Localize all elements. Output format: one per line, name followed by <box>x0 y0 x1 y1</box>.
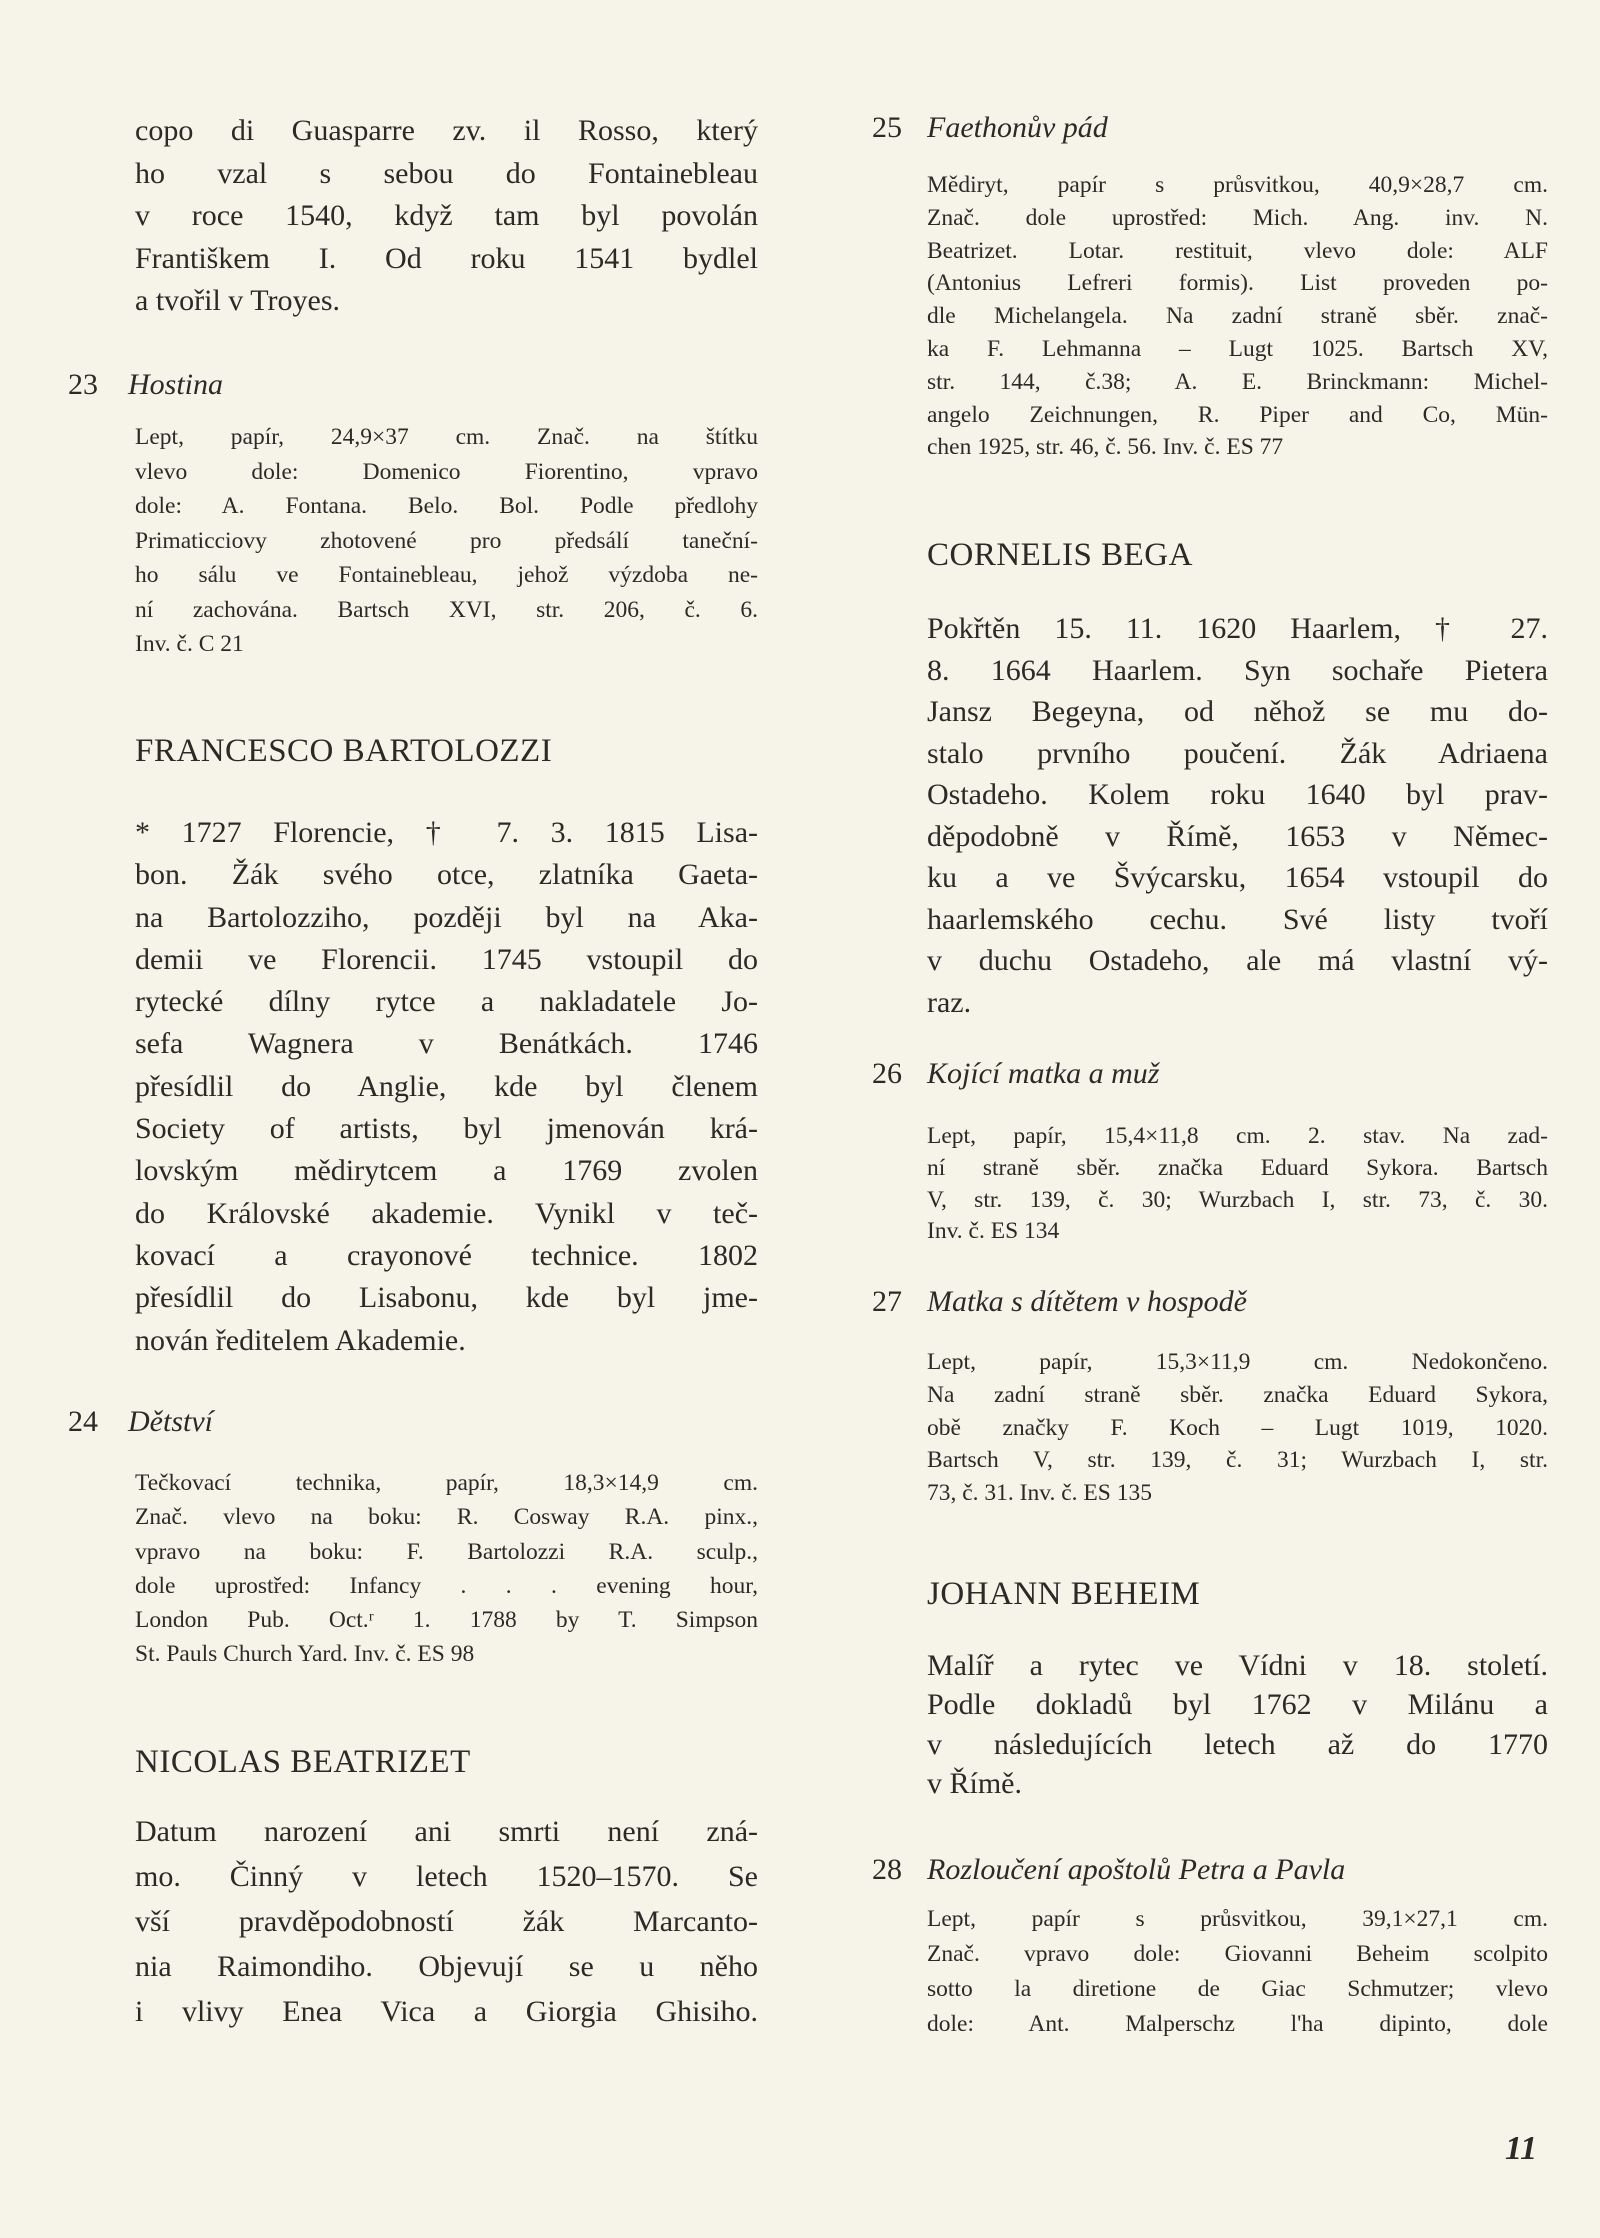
text-line: do Královské akademie. Vynikl v teč- <box>135 1196 758 1230</box>
text-line: rytecké dílny rytce a nakladatele Jo- <box>135 985 758 1019</box>
text-line: Tečkovací technika, papír, 18,3×14,9 cm. <box>135 1470 758 1496</box>
artist-name: FRANCESCO BARTOLOZZI <box>135 733 553 769</box>
text-line: dole uprostřed: Infancy . . . evening hour, <box>135 1572 758 1599</box>
artist-biography <box>927 608 1548 1023</box>
text-line: dole: Ant. Malperschz l'ha dipinto, dole <box>927 2011 1548 2037</box>
item-description <box>927 1902 1548 2042</box>
text-line: ho sálu ve Fontainebleau, jehož výzdoba ne- <box>135 562 758 588</box>
text-line: angelo Zeichnungen, R. Piper and Co, Mün- <box>927 401 1548 428</box>
text-line: ní zachována. Bartsch XVI, str. 206, č. 6. <box>135 596 758 623</box>
text-line: Beatrizet. Lotar. restituit, vlevo dole: ALF <box>927 237 1548 264</box>
item-number: 25 <box>872 111 902 144</box>
text-line: ka F. Lehmanna – Lugt 1025. Bartsch XV, <box>927 335 1548 362</box>
text-line: ku a ve Švýcarsku, 1654 vstoupil do <box>927 861 1548 894</box>
item-title: Rozloučení apoštolů Petra a Pavla <box>927 1853 1346 1886</box>
text-line: Podle dokladů byl 1762 v Milánu a <box>927 1688 1548 1722</box>
text-line: Františkem I. Od roku 1541 bydlel <box>135 241 758 275</box>
text-line: sotto la diretione de Giac Schmutzer; vlevo <box>927 1976 1548 2002</box>
text-line: str. 144, č.38; A. E. Brinckmann: Michel- <box>927 368 1548 395</box>
item-number: 27 <box>872 1285 902 1318</box>
text-line: haarlemského cechu. Své listy tvoří <box>927 902 1548 936</box>
text-line: St. Pauls Church Yard. Inv. č. ES 98 <box>135 1641 475 1668</box>
text-line: bon. Žák svého otce, zlatníka Gaeta- <box>135 858 758 892</box>
text-line: přesídlil do Lisabonu, kde byl jme- <box>135 1281 758 1315</box>
text-line: nován ředitelem Akademie. <box>135 1323 466 1357</box>
text-line: ho vzal s sebou do Fontainebleau <box>135 156 758 190</box>
text-line: dle Michelangela. Na zadní straně sběr. znač- <box>927 303 1548 330</box>
item-description <box>927 169 1548 464</box>
text-line: Malíř a rytec ve Vídni v 18. století. <box>927 1649 1548 1682</box>
item-title: Dětství <box>128 1405 213 1438</box>
item-description <box>927 1346 1548 1510</box>
artist-name: CORNELIS BEGA <box>927 537 1193 573</box>
text-line: Na zadní straně sběr. značka Eduard Sykora, <box>927 1381 1548 1408</box>
text-line: Znač. vlevo na boku: R. Cosway R.A. pinx., <box>135 1504 758 1531</box>
item-title: Kojící matka a muž <box>927 1057 1160 1090</box>
text-line: 73, č. 31. Inv. č. ES 135 <box>927 1480 1152 1507</box>
text-line: Lept, papír, 24,9×37 cm. Znač. na štítku <box>135 424 758 450</box>
text-line: (Antonius Lefreri formis). List proveden po- <box>927 270 1548 297</box>
text-line: v roce 1540, když tam byl povolán <box>135 199 758 232</box>
text-line: vpravo na boku: F. Bartolozzi R.A. sculp., <box>135 1538 758 1565</box>
item-description <box>135 420 758 662</box>
text-line: Pokřtěn 15. 11. 1620 Haarlem, † 27. <box>927 612 1548 645</box>
text-line: sefa Wagnera v Benátkách. 1746 <box>135 1027 758 1061</box>
text-line: Mědiryt, papír s průsvitkou, 40,9×28,7 cm. <box>927 172 1548 198</box>
text-line: vší pravděpodobností žák Marcanto- <box>135 1905 758 1938</box>
item-title: Hostina <box>128 368 224 401</box>
text-line: Znač. dole uprostřed: Mich. Ang. inv. N. <box>927 204 1548 231</box>
intro-paragraph <box>135 110 758 323</box>
text-line: Znač. vpravo dole: Giovanni Beheim scolpito <box>927 1941 1548 1967</box>
text-line: ní straně sběr. značka Eduard Sykora. Bartsch <box>927 1154 1548 1181</box>
text-line: Bartsch V, str. 139, č. 31; Wurzbach I, str. <box>927 1447 1548 1474</box>
text-line: v duchu Ostadeho, ale má vlastní vý- <box>927 944 1548 977</box>
text-line: chen 1925, str. 46, č. 56. Inv. č. ES 77 <box>927 434 1284 461</box>
item-number: 24 <box>68 1405 98 1438</box>
text-line: děpodobně v Římě, 1653 v Němec- <box>927 819 1548 853</box>
text-line: Datum narození ani smrti není zná- <box>135 1815 758 1848</box>
item-title: Faethonův pád <box>927 111 1108 144</box>
text-line: demii ve Florencii. 1745 vstoupil do <box>135 942 758 976</box>
text-line: Society of artists, byl jmenován krá- <box>135 1112 758 1146</box>
text-line: copo di Guasparre zv. il Rosso, který <box>135 114 758 147</box>
artist-name: JOHANN BEHEIM <box>927 1576 1201 1612</box>
item-description <box>927 1121 1548 1248</box>
item-description <box>135 1466 758 1672</box>
artist-biography <box>135 1809 758 2034</box>
item-number: 23 <box>68 368 98 401</box>
text-line: mo. Činný v letech 1520–1570. Se <box>135 1860 758 1893</box>
text-line: Jansz Begeyna, od něhož se mu do- <box>927 695 1548 728</box>
page-number: 11 <box>1505 2130 1538 2167</box>
artist-biography <box>135 812 758 1362</box>
item-number: 26 <box>872 1057 902 1090</box>
text-line: Lept, papír, 15,4×11,8 cm. 2. stav. Na zad- <box>927 1123 1548 1149</box>
text-line: Primaticciovy zhotovené pro předsálí taneční- <box>135 527 758 554</box>
artist-name: NICOLAS BEATRIZET <box>135 1744 471 1780</box>
text-line: nia Raimondiho. Objevují se u něho <box>135 1950 758 1983</box>
text-line: a tvořil v Troyes. <box>135 284 341 317</box>
text-line: * 1727 Florencie, † 7. 3. 1815 Lisa- <box>135 816 758 849</box>
text-line: kovací a crayonové technice. 1802 <box>135 1238 758 1272</box>
text-line: dole: A. Fontana. Belo. Bol. Podle předlohy <box>135 493 758 519</box>
text-line: raz. <box>927 985 972 1019</box>
text-line: na Bartolozziho, později byl na Aka- <box>135 900 758 934</box>
text-line: Inv. č. C 21 <box>135 631 244 657</box>
text-line: v následujících letech až do 1770 <box>927 1727 1548 1761</box>
text-line: lovským mědirytcem a 1769 zvolen <box>135 1154 758 1188</box>
text-line: obě značky F. Koch – Lugt 1019, 1020. <box>927 1414 1548 1441</box>
text-line: stalo prvního poučení. Žák Adriaena <box>927 736 1548 770</box>
item-title: Matka s dítětem v hospodě <box>927 1285 1247 1318</box>
text-line: Ostadeho. Kolem roku 1640 byl prav- <box>927 778 1548 811</box>
text-line: v Římě. <box>927 1767 1022 1801</box>
item-number: 28 <box>872 1853 902 1886</box>
text-line: přesídlil do Anglie, kde byl členem <box>135 1069 758 1103</box>
text-line: V, str. 139, č. 30; Wurzbach I, str. 73, č. 30. <box>927 1186 1548 1213</box>
text-line: London Pub. Oct.ʳ 1. 1788 by T. Simpson <box>135 1607 758 1634</box>
text-line: 8. 1664 Haarlem. Syn sochaře Pietera <box>927 653 1548 687</box>
artist-biography <box>927 1646 1548 1804</box>
text-line: i vlivy Enea Vica a Giorgia Ghisiho. <box>135 1995 758 2028</box>
text-line: Lept, papír s průsvitkou, 39,1×27,1 cm. <box>927 1906 1548 1932</box>
text-line: Lept, papír, 15,3×11,9 cm. Nedokončeno. <box>927 1349 1548 1375</box>
text-line: vlevo dole: Domenico Fiorentino, vpravo <box>135 458 758 485</box>
text-line: Inv. č. ES 134 <box>927 1218 1060 1245</box>
